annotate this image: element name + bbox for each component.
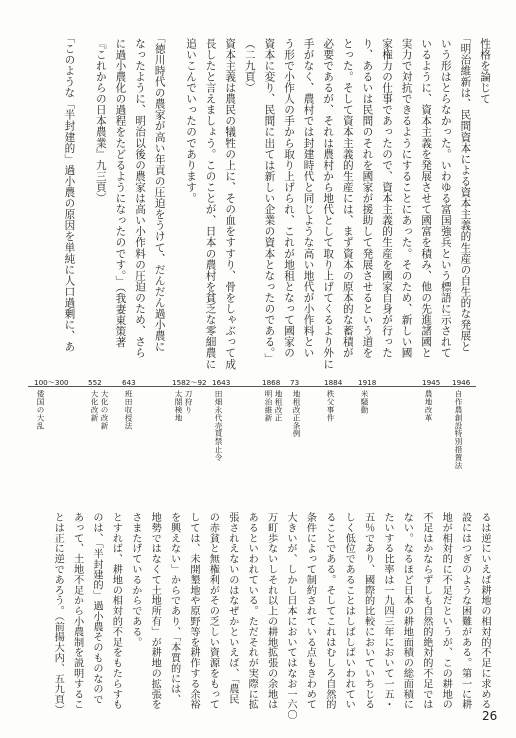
timeline-event: 地租改正 xyxy=(274,390,283,422)
text-line: 条件によって制約されている点もきわめて xyxy=(304,512,316,710)
text-line: 不足はかならずしも自然的絶対的不足では xyxy=(420,512,432,710)
timeline-year: 73 xyxy=(290,378,300,387)
text-line: 手がなく、農村では封建時代と同じような高い地代が小作料とい xyxy=(302,38,315,359)
timeline-year: 1643 xyxy=(212,378,231,387)
text-line: あって、土地不足から小農制を説明するこ xyxy=(71,512,83,710)
text-line: 五％であり、國際的比較においていちじる xyxy=(362,512,374,710)
text-line: 地勢ではなくて土地所有」が耕地の拡張を xyxy=(149,512,161,710)
text-line: しく低位であることはしばしばいわれてい xyxy=(343,512,355,710)
text-line: 長したと言えましょう。このことが、日本の農村を貧乏な零細農に xyxy=(204,38,217,370)
text-line: を興えない」からであり、「本質的には、 xyxy=(168,512,180,705)
text-line: いう形はとらなかった。いわゆる富国強兵という標語に示されて xyxy=(439,38,452,359)
text-line: （二九頁） xyxy=(243,38,256,94)
text-line: 「徳川時代の農家が高い年貢の圧迫をうけて、だんだん過小農に xyxy=(153,32,166,353)
text-line: とった。そして資本主義的生産には、まず資本の原本的な蓄積が xyxy=(341,38,354,359)
timeline-year: 1946 xyxy=(452,378,471,387)
timeline-year: 1945 xyxy=(422,378,441,387)
text-line: の赤貧と無権利がその乏しい資源をもって xyxy=(207,512,219,710)
text-line: とは正に逆であろう。（前揚大内、五九頁） xyxy=(52,512,64,715)
text-line: 『これからの日本農業』九三頁） xyxy=(94,38,107,204)
timeline-year: 1884 xyxy=(324,378,343,387)
text-line: 設にはつぎのような困難がある。第一に耕 xyxy=(459,512,471,710)
timeline-year: 1582〜92 xyxy=(172,378,207,387)
text-line: 追いこんでいったのであります。 xyxy=(185,38,197,204)
timeline-event: 倭国の大乱 xyxy=(36,390,45,430)
text-line: たいする比率は一九四三年において一五・ xyxy=(382,512,393,710)
text-line: 家権力の仕事であったので、資本主義的生産を國家自身が行った xyxy=(381,38,393,359)
timeline-event: 太閤検地 xyxy=(174,390,183,422)
text-line: さまたげているからである。 xyxy=(129,512,141,648)
text-line: るは逆にいえば耕地の相対的不足に求める xyxy=(479,512,490,710)
text-line: 地が相対的に不足だというが、この耕地の xyxy=(440,512,452,710)
timeline-event: 刀狩り xyxy=(184,390,193,414)
text-line: 「明治維新は、民間資本による資本主義的生産の自生的な発展と xyxy=(459,32,472,353)
text-line: 実力で対抗できるようにすることにあった。そのため、新しい國 xyxy=(400,38,413,359)
text-line: 万町歩ないしそれ以上の耕地拡張の余地は xyxy=(265,512,277,710)
text-line: ることである。そしてこれはむしろ自然的 xyxy=(323,512,335,710)
text-line: のは、「半封建的」過小農そのものなので xyxy=(91,512,102,705)
text-line: 資本に変り、民間に出ては新しい企業の資本となったのである。」 xyxy=(263,38,276,365)
text-line: 性格を論じて xyxy=(479,38,491,105)
timeline-event: 地租改正条例 xyxy=(292,390,301,438)
text-line: ない。なるほど日本の耕地面積の総面積に xyxy=(401,512,413,710)
timeline-event: 田畑永代売買禁止令 xyxy=(214,390,223,462)
text-line: り、あるいは民間のそれを國家が援助して発展させるという道を xyxy=(361,38,374,359)
text-line: 必要であるが、それは農村から地代として取り上げてくるより外に xyxy=(322,38,335,370)
text-line: あるといわれている。ただそれが実際に拡 xyxy=(246,512,258,710)
text-line: に過小農化の過程をたどるようになったのです。」（我妻東策著 xyxy=(114,38,127,348)
timeline-year: 643 xyxy=(122,378,136,387)
timeline-event: 大化改新 xyxy=(90,390,99,422)
timeline-event: 秩父事件 xyxy=(326,390,335,422)
page-number: 26 xyxy=(482,709,498,723)
timeline-year: 552 xyxy=(88,378,102,387)
text-line: いるように、資本主義を発展させて國富を積み、他の先進諸國と xyxy=(420,38,433,359)
timeline-event: 米騒動 xyxy=(360,390,369,414)
text-line: 張されえないのはなぜかといえば、「農民 xyxy=(226,512,238,705)
timeline-event: 班田収授法 xyxy=(124,390,133,430)
text-line: なったように、明治以後の農家は高い小作料の圧迫のため、さら xyxy=(134,38,147,359)
timeline-year: 1868 xyxy=(262,378,281,387)
text-line: しては、未開墾地や原野等を耕作する余裕 xyxy=(188,512,199,710)
text-line: 大きいが、しかし日本においてはなお一六〇 xyxy=(285,512,296,720)
text-line: とすれば、耕地の相対的不足をもたらすも xyxy=(110,512,122,710)
timeline-event: 農地改革 xyxy=(424,390,433,422)
text-line: 「このような「半封建的」過小農の原因を単純に人口過剰に、あ xyxy=(63,32,76,353)
timeline-year: 1918 xyxy=(358,378,377,387)
timeline-year: 100〜300 xyxy=(34,378,69,387)
timeline-event: 大化の改新 xyxy=(100,390,109,430)
text-line: 資本主義は農民の犠牲の上に、その血をすすり、骨をしゃぶって成 xyxy=(224,38,237,370)
text-line: う形で小作人の手から取り上げられ、これが地租となって國家の xyxy=(283,38,295,359)
timeline-event: 自作農創設特別措置法 xyxy=(454,390,463,469)
timeline-event: 明治維新 xyxy=(264,390,273,422)
